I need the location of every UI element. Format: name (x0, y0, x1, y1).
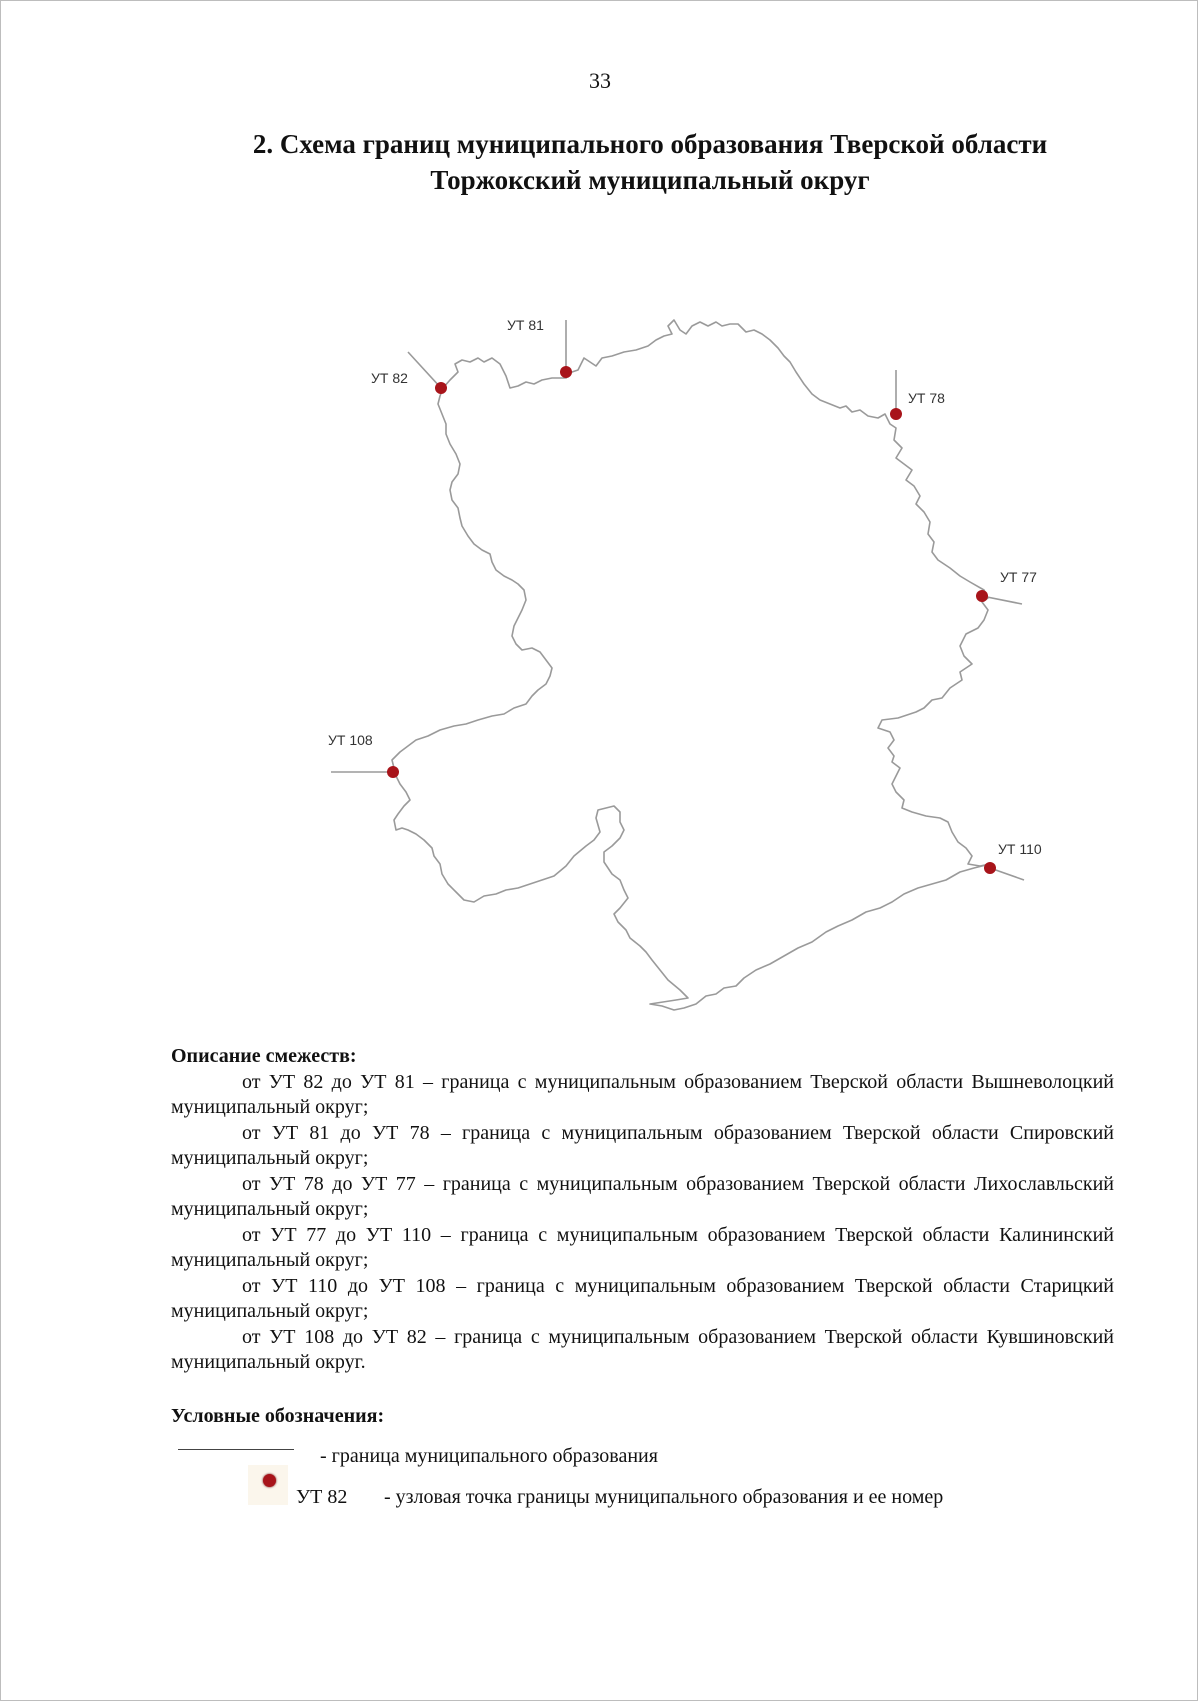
point-label-ut82: УТ 82 (371, 370, 408, 386)
adjacency-item: от УТ 77 до УТ 110 – граница с муниципальным образованием Тверской области Калининский муниципальный округ; (171, 1223, 1114, 1271)
legend-line-description: - граница муниципального образования (320, 1445, 658, 1467)
point-marker-ut77 (976, 590, 988, 602)
point-label-ut108: УТ 108 (328, 732, 373, 748)
point-label-ut81: УТ 81 (507, 317, 544, 333)
legend-heading: Условные обозначения: (171, 1405, 385, 1427)
point-marker-ut110 (984, 862, 996, 874)
municipal-boundary (392, 320, 990, 1010)
boundary-map (300, 300, 1060, 1020)
boundary-points (328, 317, 1042, 880)
adjacency-item: от УТ 78 до УТ 77 – граница с муниципальным образованием Тверской области Лихославльский муниципальный округ; (171, 1172, 1114, 1220)
point-label-ut110: УТ 110 (998, 841, 1042, 857)
adjacency-item: от УТ 82 до УТ 81 – граница с муниципальным образованием Тверской области Вышневолоцкий муниципальный округ; (171, 1070, 1114, 1118)
legend-point-icon (263, 1474, 276, 1487)
page-number: 33 (589, 68, 611, 93)
adjacency-description (171, 1044, 1114, 1376)
point-marker-ut82 (435, 382, 447, 394)
adjacency-heading: Описание смежеств: (171, 1045, 357, 1067)
legend-point-label: УТ 82 (296, 1486, 348, 1508)
title-line-1: 2. Схема границ муниципального образования Тверской области (252, 129, 1048, 159)
point-label-ut78: УТ 78 (908, 390, 945, 406)
adjacency-item: от УТ 108 до УТ 82 – граница с муниципальным образованием Тверской области Кувшиновский муниципальный округ. (171, 1325, 1114, 1373)
point-marker-ut81 (560, 366, 572, 378)
page-title (60, 126, 1200, 198)
point-marker-ut108 (387, 766, 399, 778)
point-marker-ut78 (890, 408, 902, 420)
title-line-2: Торжокский муниципальный округ (430, 165, 870, 195)
adjacency-item: от УТ 110 до УТ 108 – граница с муниципальным образованием Тверской области Старицкий муниципальный округ; (171, 1274, 1114, 1322)
legend-boundary-line (178, 1449, 294, 1450)
adjacency-item: от УТ 81 до УТ 78 – граница с муниципальным образованием Тверской области Спировский муниципальный округ; (171, 1121, 1114, 1169)
legend-point-description: - узловая точка границы муниципального образования и ее номер (384, 1486, 944, 1508)
point-label-ut77: УТ 77 (1000, 569, 1037, 585)
